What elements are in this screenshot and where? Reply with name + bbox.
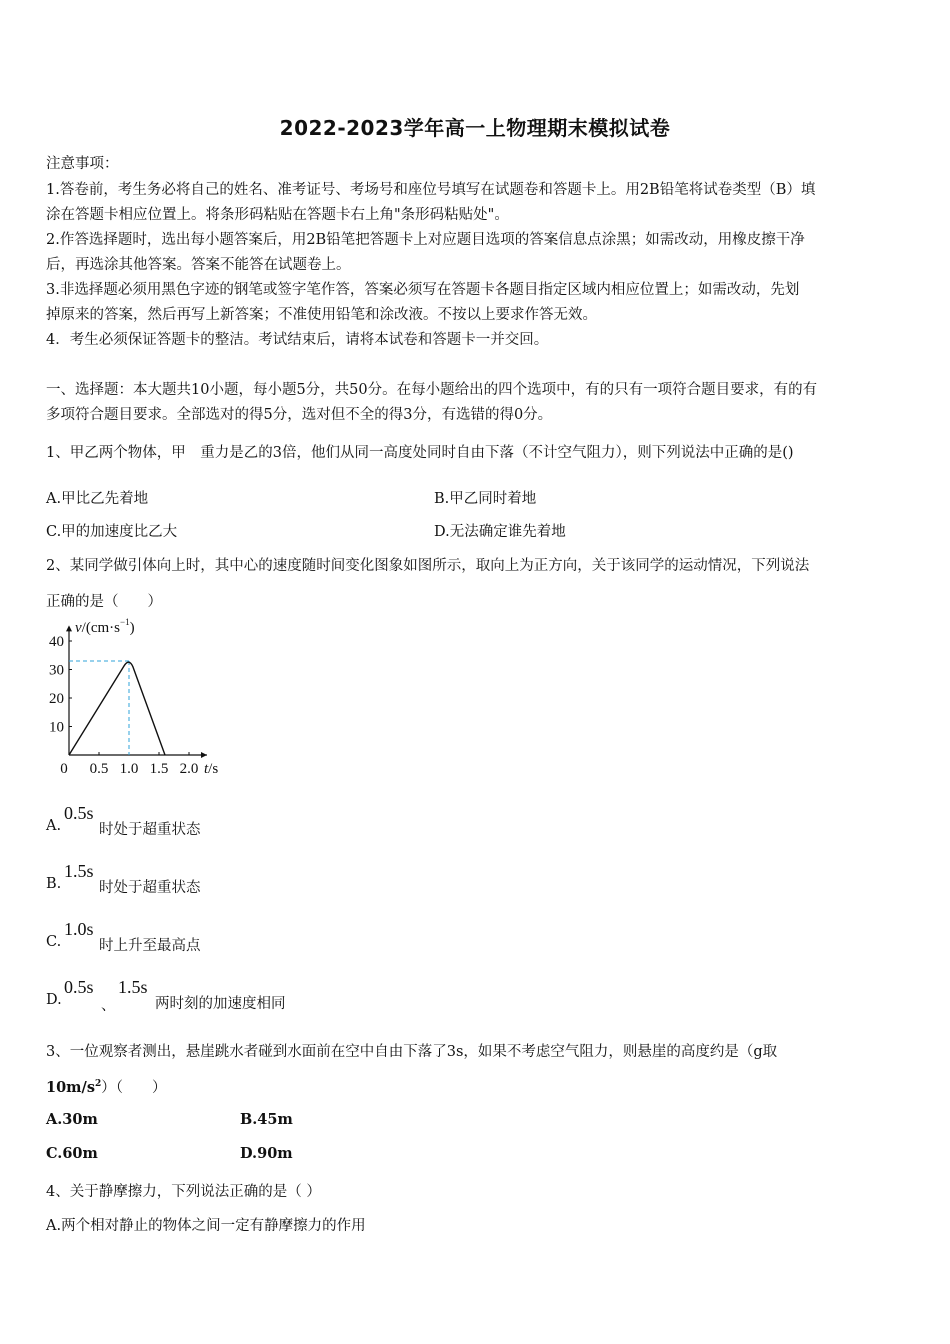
q2-option-a-text[interactable]: 时处于超重状态 [99, 822, 201, 838]
q1-option-c[interactable]: C.甲的加速度比乙大 [46, 524, 178, 540]
section-instructions: 一、选择题：本大题共10小题，每小题5分，共50分。在每小题给出的四个选项中，有的只有一项符合题目要求，有的有 [46, 382, 818, 398]
x-axis-label: t/s [204, 761, 219, 777]
q3-option-d[interactable]: D.90m [240, 1145, 293, 1162]
q3-stem-end: ）（ ） [101, 1080, 167, 1096]
velocity-time-chart [40, 615, 240, 780]
y-tick-label: 40 [49, 634, 64, 650]
notice-line: 1.答卷前，考生务必将自己的姓名、准考证号、考场号和座位号填写在试题卷和答题卡上。用2B铅笔将试卷类型（B）填 [46, 182, 816, 198]
q2-option-d-time: 0.5s [64, 977, 94, 997]
q2-option-d-label[interactable]: D. [46, 992, 62, 1008]
y-tick-label: 30 [49, 662, 64, 679]
q1-option-b[interactable]: B.甲乙同时着地 [434, 491, 537, 507]
x-tick-label: 2.0 [179, 761, 199, 777]
q2-option-b-label[interactable]: B. [46, 876, 62, 892]
y-axis-arrow [66, 625, 72, 631]
notice-line: 涂在答题卡相应位置上。将条形码粘贴在答题卡右上角"条形码粘贴处"。 [46, 207, 509, 223]
q2-option-b-text[interactable]: 时处于超重状态 [99, 880, 201, 896]
q2-option-d-separator: 、 [101, 998, 116, 1014]
q1-option-d[interactable]: D.无法确定谁先着地 [434, 524, 566, 540]
notice-line: 3.非选择题必须用黑色字迹的钢笔或签字笔作答，答案必须写在答题卡各题目指定区域内相应位置上；如需改动，先划 [46, 282, 800, 298]
q2-option-a-time: 0.5s [64, 803, 94, 823]
gravity-exponent: 2 [94, 1079, 102, 1090]
q2-option-b-time: 1.5s [64, 861, 94, 881]
question-2-stem: 正确的是（ ） [46, 594, 162, 610]
q2-option-c-text[interactable]: 时上升至最高点 [99, 938, 201, 954]
q1-option-a[interactable]: A.甲比乙先着地 [46, 491, 149, 507]
x-tick-label: 1.5 [149, 761, 169, 777]
y-tick-label: 10 [49, 719, 64, 736]
question-3-stem: 3、一位观察者测出，悬崖跳水者碰到水面前在空中自由下落了3s，如果不考虑空气阻力，则悬崖的高度约是（g取 [46, 1044, 778, 1060]
q3-option-a[interactable]: A.30m [46, 1111, 98, 1128]
q2-option-d-time2: 1.5s [118, 977, 148, 997]
y-tick-label: 20 [49, 691, 64, 707]
question-3-stem-2 [46, 1076, 167, 1097]
notice-line: 后，再选涂其他答案。答案不能答在试题卷上。 [46, 257, 351, 273]
x-tick-label: 1.0 [119, 761, 139, 777]
y-axis-label: $v/(cm\cdot s^{-1})$ [75, 617, 135, 637]
velocity-series-line [69, 662, 165, 755]
notice-line: 2.作答选择题时，选出每小题答案后，用2B铅笔把答题卡上对应题目选项的答案信息点涂黑；如需改动，用橡皮擦干净 [46, 232, 805, 248]
q3-option-b[interactable]: B.45m [240, 1111, 293, 1128]
gravity-value: 10m/s [46, 1079, 95, 1096]
q2-option-a-label[interactable]: A. [46, 818, 62, 834]
question-4-stem: 4、关于静摩擦力，下列说法正确的是（ ） [46, 1184, 321, 1200]
x-tick-label: 0 [60, 761, 68, 777]
x-tick-label: 0.5 [89, 761, 109, 777]
q2-option-c-time: 1.0s [64, 919, 94, 939]
question-1-stem: 1、甲乙两个物体，甲 重力是乙的3倍，他们从同一高度处同时自由下落（不计空气阻力），则下列说法中正确的是() [46, 445, 794, 461]
q3-option-c[interactable]: C.60m [46, 1145, 98, 1162]
notice-line: 掉原来的答案，然后再写上新答案；不准使用铅笔和涂改液。不按以上要求作答无效。 [46, 307, 597, 323]
question-2-stem: 2、某同学做引体向上时，其中心的速度随时间变化图象如图所示，取向上为正方向，关于该同学的运动情况，下列说法 [46, 558, 810, 574]
notice-heading: 注意事项： [46, 156, 119, 172]
page-title: 2022-2023学年高一上物理期末模拟试卷 [279, 116, 671, 140]
q4-option-a[interactable]: A.两个相对静止的物体之间一定有静摩擦力的作用 [46, 1218, 366, 1234]
x-axis-arrow [201, 752, 207, 758]
q2-option-d-text[interactable]: 两时刻的加速度相同 [155, 996, 286, 1012]
notice-line: 4．考生必须保证答题卡的整洁。考试结束后，请将本试卷和答题卡一并交回。 [46, 332, 549, 348]
section-instructions: 多项符合题目要求。全部选对的得5分，选对但不全的得3分，有选错的得0分。 [46, 407, 553, 423]
q2-option-c-label[interactable]: C. [46, 934, 62, 950]
